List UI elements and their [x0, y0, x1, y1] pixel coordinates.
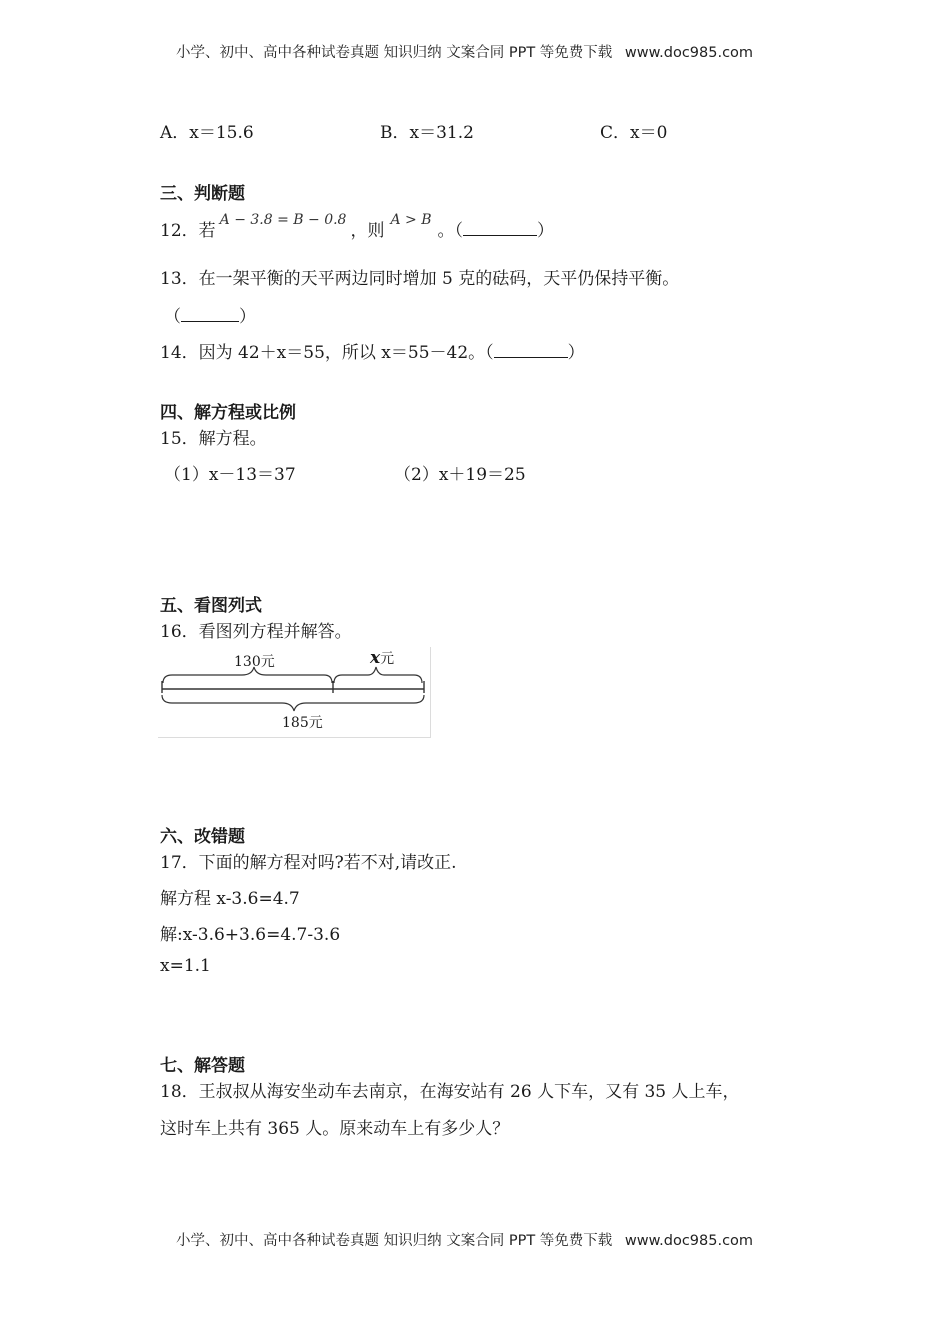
q13-answer	[164, 302, 256, 327]
q13-answer-blank[interactable]	[181, 307, 239, 322]
q15-equation-1: （1）x－13＝37	[164, 465, 296, 485]
header-url: www.doc985.com	[624, 45, 754, 61]
q11-option-a: A．x＝15.6	[160, 123, 254, 143]
q13-text: 13．在一架平衡的天平两边同时增加 5 克的砝码，天平仍保持平衡。	[160, 269, 680, 289]
section6-title: 六、改错题	[160, 827, 245, 847]
q12	[160, 212, 554, 241]
section5-title: 五、看图列式	[160, 596, 262, 616]
q12-prefix: 12．若	[160, 221, 216, 241]
q17-line2: 解:x-3.6+3.6=4.7-3.6	[160, 925, 341, 945]
q16-figure	[158, 647, 431, 738]
footer-url: www.doc985.com	[624, 1233, 754, 1249]
section3-title: 三、判断题	[160, 184, 245, 204]
q11-option-b: B．x＝31.2	[380, 123, 474, 143]
figure-label-part1: 130元	[234, 654, 275, 670]
q12-answer-blank[interactable]	[463, 221, 537, 236]
footer-text: 小学、初中、高中各种试卷真题 知识归纳 文案合同 PPT 等免费下载	[176, 1233, 613, 1249]
section7-title: 七、解答题	[160, 1056, 245, 1076]
brace-total	[162, 695, 424, 711]
section4-title: 四、解方程或比例	[160, 403, 296, 423]
page-footer	[176, 1229, 753, 1250]
brace-part2	[334, 667, 422, 683]
q12-mid: ，则	[350, 221, 385, 241]
q14-answer-blank[interactable]	[494, 343, 568, 358]
q12-equation-2: A > B	[390, 212, 432, 228]
q15-equation-2: （2）x＋19＝25	[394, 465, 526, 485]
q12-close: ）	[537, 221, 554, 241]
page-header	[176, 41, 753, 62]
q18-line2: 这时车上共有 365 人。原来动车上有多少人？	[160, 1119, 510, 1139]
q14-close: ）	[567, 343, 585, 363]
figure-label-total: 185元	[282, 715, 323, 731]
q17-line3: x=1.1	[160, 956, 211, 976]
q14	[160, 338, 585, 363]
q12-suffix: 。（	[437, 221, 463, 241]
figure-label-var: x	[370, 648, 381, 668]
q17-line1: 解方程 x-3.6=4.7	[160, 889, 300, 909]
header-text: 小学、初中、高中各种试卷真题 知识归纳 文案合同 PPT 等免费下载	[176, 45, 613, 61]
q15-text: 15．解方程。	[160, 429, 267, 449]
q14-text: 14．因为 42＋x＝55，所以 x＝55－42。（	[160, 343, 494, 363]
figure-label-unit: 元	[380, 651, 395, 667]
q16-text: 16．看图列方程并解答。	[160, 622, 352, 642]
q13-close: ）	[239, 307, 256, 327]
q13-open: （	[164, 307, 181, 327]
q12-equation-1: A − 3.8 = B − 0.8	[219, 212, 347, 228]
q18-line1: 18．王叔叔从海安坐动车去南京，在海安站有 26 人下车，又有 35 人上车，	[160, 1082, 740, 1102]
q11-option-c: C．x＝0	[600, 123, 668, 143]
q17-text: 17．下面的解方程对吗?若不对,请改正.	[160, 853, 457, 873]
figure-label-part2	[370, 648, 394, 668]
